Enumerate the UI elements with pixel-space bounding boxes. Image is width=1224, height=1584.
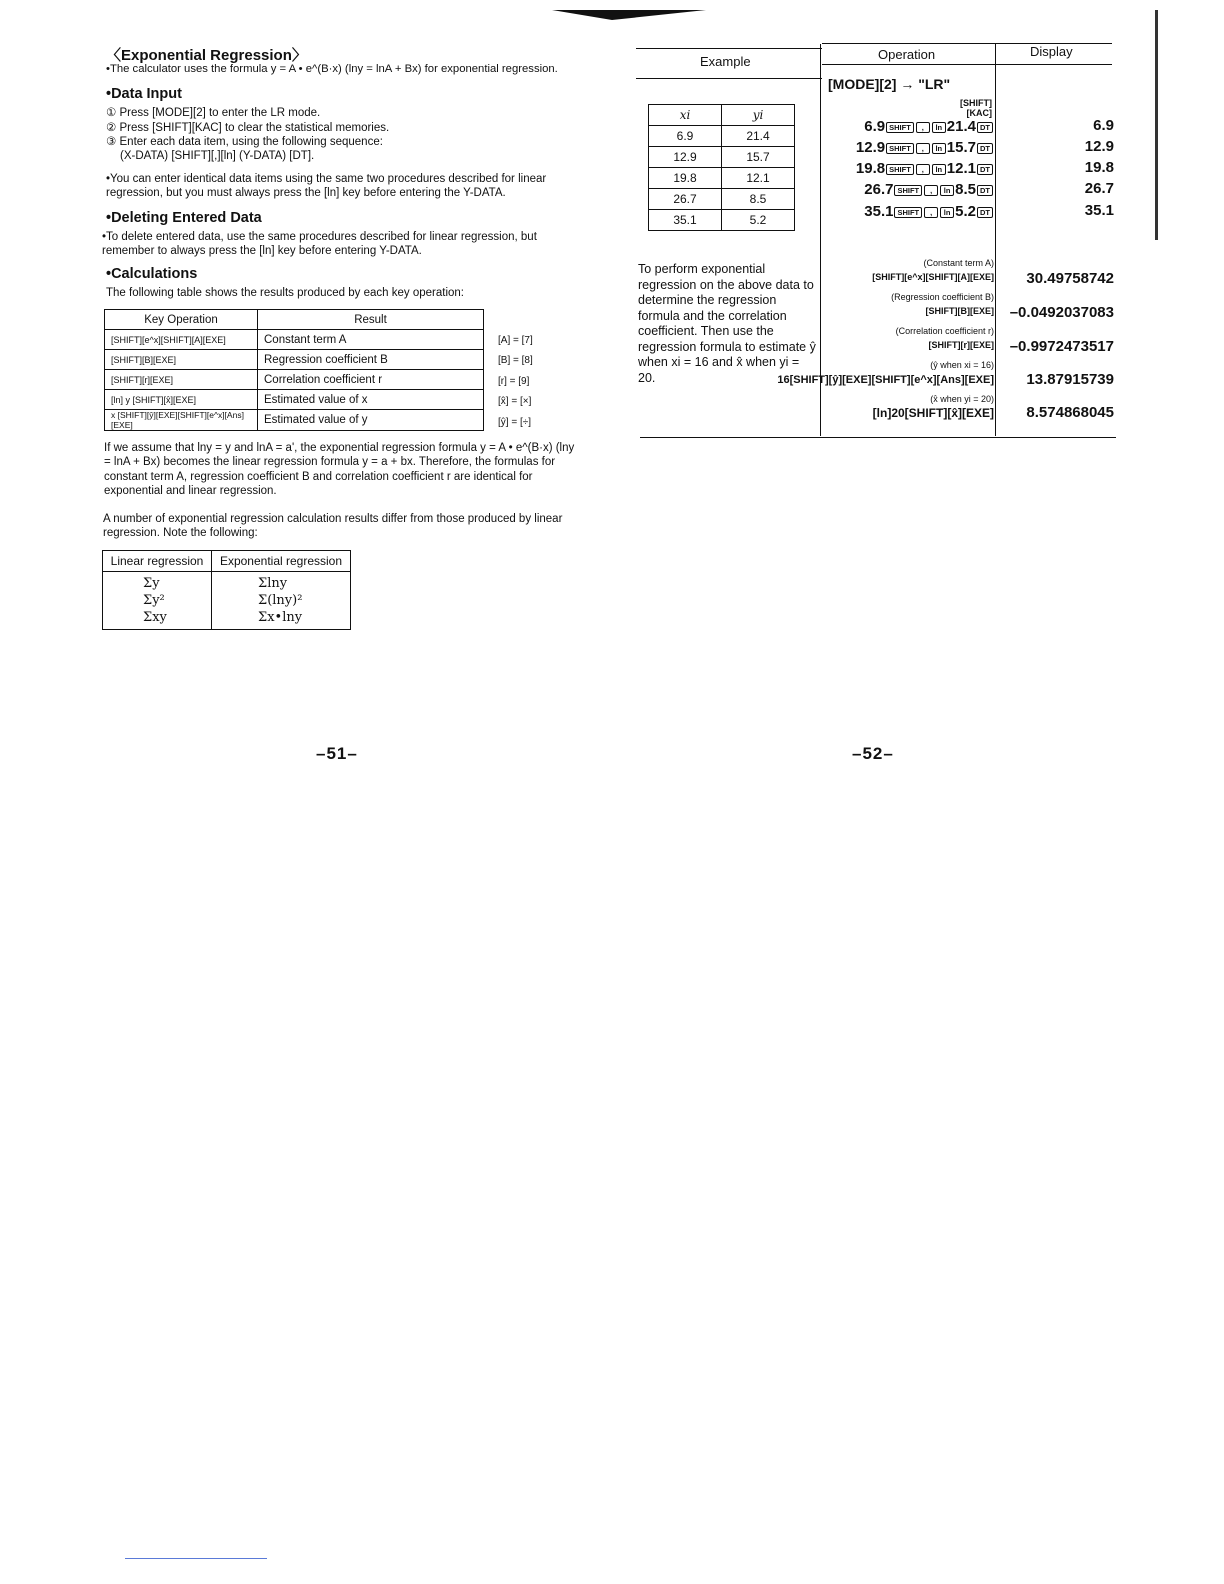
display-value: 35.1 [1084, 202, 1114, 219]
table-row [105, 330, 484, 350]
deleting-text: •To delete entered data, use the same procedures described for linear regression, but remember to always press the [ln] key before entering Y-DATA. [102, 231, 537, 257]
data-input-heading: •Data Input [106, 86, 182, 102]
entry-x: 35.1 [864, 203, 894, 220]
key-equivalents [498, 330, 558, 433]
step-3-number: ③ [106, 136, 117, 148]
col-operation: Operation [878, 47, 936, 62]
step-3 [106, 135, 576, 149]
col-xi: xi [649, 105, 722, 126]
key-sequence: [ln] y [SHIFT][x̂][EXE] [105, 390, 258, 410]
result-operations [777, 256, 994, 426]
entry-x: 26.7 [864, 181, 894, 198]
entry-y: 12.1 [946, 160, 976, 177]
scan-mark-arrow [552, 8, 706, 22]
col-yi: yi [722, 105, 795, 126]
list-item: Σlny [258, 576, 288, 591]
result-operation: 16[SHIFT][ŷ][EXE][SHIFT][e^x][Ans][EXE] [777, 374, 994, 386]
key-equivalent: [x̂] = [×] [498, 396, 532, 408]
entry-y: 5.2 [955, 203, 976, 220]
identical-data-note: •You can enter identical data items using the same two procedures described for linear regression, but you must always press the [ln] key before entering the Y-DATA. [106, 173, 547, 199]
table-row [649, 189, 795, 210]
binding-edge [1155, 10, 1158, 240]
table-row [105, 370, 484, 390]
section-title: 〈Exponential Regression〉 [106, 47, 307, 64]
mode-operation: [MODE][2] → "LR" [828, 76, 951, 92]
col-example: Example [700, 54, 751, 69]
result-text: Regression coefficient B [258, 350, 484, 370]
entry-operations [826, 118, 994, 228]
rule [636, 48, 822, 49]
key-equivalent: [B] = [8] [498, 355, 533, 367]
list-item: Σy² [143, 593, 165, 608]
table-row [649, 147, 795, 168]
table-row [105, 390, 484, 410]
entry-y: 15.7 [946, 139, 976, 156]
list-item: Σy [143, 576, 160, 591]
y-value: 12.1 [722, 168, 795, 189]
step-3-sequence: (X-DATA) [SHIFT][,][ln] (Y-DATA) [DT]. [120, 150, 315, 162]
y-value: 8.5 [722, 189, 795, 210]
key-operation-table [104, 309, 484, 431]
step-1-text: Press [MODE][2] to enter the LR mode. [119, 107, 321, 119]
key-equivalent: [r] = [9] [498, 375, 530, 387]
entry-operation: 26.7 SHIFT , ln 8.5 DT [864, 181, 994, 198]
list-item: Σxy [143, 610, 167, 625]
display-value: 8.574868045 [1026, 404, 1114, 421]
table-row [649, 126, 795, 147]
entry-x: 12.9 [855, 139, 886, 156]
key-sequence: [SHIFT][e^x][SHIFT][A][EXE] [105, 330, 258, 350]
assume-text: If we assume that lny = y and lnA = a', the exponential regression formula y = A • e^(B·x) (lny = lnA + Bx) becomes the linear regression formula y = a + bx. Therefore, the formulas for constant term A, regression coefficient B and correlation coefficient r are identical for exponential and linear regression. [104, 442, 575, 497]
result-operation: [SHIFT][e^x][SHIFT][A][EXE] [872, 272, 994, 282]
differ-text: A number of exponential regression calculation results differ from those produced by linear regression. Note the following: [103, 513, 563, 539]
display-value: 19.8 [1084, 159, 1114, 176]
display-value: –0.9972473517 [1009, 338, 1114, 355]
y-value: 5.2 [722, 210, 795, 231]
x-value: 19.8 [649, 168, 722, 189]
result-note: (Correlation coefficient r) [895, 326, 994, 336]
entry-x: 6.9 [864, 118, 886, 135]
key-equivalent: [ŷ] = [÷] [498, 416, 531, 428]
result-text: Estimated value of x [258, 390, 484, 410]
deleting-heading: •Deleting Entered Data [106, 210, 262, 226]
comparison-table [102, 550, 351, 630]
intro-text: •The calculator uses the formula y = A • e^(B·x) (lny = lnA + Bx) for exponential regression. [106, 63, 558, 75]
y-value: 15.7 [722, 147, 795, 168]
step-2-text: Press [SHIFT][KAC] to clear the statistical memories. [119, 122, 390, 134]
x-value: 26.7 [649, 189, 722, 210]
step-2-number: ② [106, 122, 117, 134]
entry-operation: 35.1 SHIFT , ln 5.2 DT [864, 203, 994, 220]
col-key-operation: Key Operation [105, 310, 258, 330]
example-data-table [648, 104, 795, 231]
result-text: Correlation coefficient r [258, 370, 484, 390]
table-row [649, 210, 795, 231]
y-value: 21.4 [722, 126, 795, 147]
entry-y: 8.5 [955, 181, 976, 198]
result-text: Constant term A [258, 330, 484, 350]
result-text: Estimated value of y [258, 410, 484, 431]
page-number-right: –52– [852, 744, 894, 763]
calculations-heading: •Calculations [106, 266, 198, 282]
result-note: (Regression coefficient B) [891, 292, 994, 302]
key-sequence: [SHIFT][B][EXE] [105, 350, 258, 370]
col-exponential: Exponential regression [212, 551, 351, 572]
list-item: Σx•lny [258, 610, 303, 625]
entry-y: 21.4 [946, 118, 976, 135]
display-value: 12.9 [1084, 138, 1114, 155]
x-value: 6.9 [649, 126, 722, 147]
entry-operation: 19.8 SHIFT , ln 12.1 DT [856, 160, 994, 177]
entry-operation: 12.9 SHIFT , ln 15.7 DT [856, 139, 994, 156]
table-row [105, 410, 484, 431]
rule [640, 437, 1116, 438]
step-3-text: Enter each data item, using the following sequence: [119, 136, 383, 148]
result-note: (ŷ when xi = 16) [930, 360, 994, 370]
display-value: 26.7 [1084, 180, 1114, 197]
table-row [103, 572, 351, 630]
key-sequence: [SHIFT][r][EXE] [105, 370, 258, 390]
display-value: 13.87915739 [1026, 371, 1114, 388]
col-display: Display [1030, 44, 1073, 59]
step-2 [106, 121, 576, 135]
list-item: Σ(lny)² [258, 593, 303, 608]
display-value: –0.0492037083 [1009, 304, 1114, 321]
entry-operation: 6.9 SHIFT , ln 21.4 DT [864, 118, 994, 135]
page-number-left: –51– [316, 744, 358, 763]
result-note: (x̂ when yi = 20) [930, 394, 994, 404]
entry-x: 19.8 [855, 160, 886, 177]
key-equivalent: [A] = [7] [498, 334, 533, 346]
result-operation: [SHIFT][r][EXE] [928, 340, 994, 350]
step-1-number: ① [106, 107, 117, 119]
table-row [105, 350, 484, 370]
exponential-sums [212, 572, 351, 630]
result-operation: [ln]20[SHIFT][x̂][EXE] [872, 406, 994, 420]
result-note: (Constant term A) [923, 258, 994, 268]
rule [636, 78, 822, 79]
step-1 [106, 106, 576, 120]
footer-rule [125, 1558, 267, 1559]
linear-sums [103, 572, 212, 630]
calculations-intro: The following table shows the results produced by each key operation: [106, 287, 464, 299]
col-linear: Linear regression [103, 551, 212, 572]
result-operation: [SHIFT][B][EXE] [925, 306, 994, 316]
display-value: 30.49758742 [1026, 270, 1114, 287]
x-value: 35.1 [649, 210, 722, 231]
col-result: Result [258, 310, 484, 330]
table-row [649, 168, 795, 189]
x-value: 12.9 [649, 147, 722, 168]
display-value: 6.9 [1093, 117, 1114, 134]
key-sequence: x [SHIFT][ŷ][EXE][SHIFT][e^x][Ans][EXE] [105, 410, 258, 431]
example-paragraph: To perform exponential regression on the above data to determine the regression formula and the correlation coefficient. Then use the regression formula to estimate ŷ when xi = 16 and x̂ when yi = 20. [638, 262, 816, 385]
clear-operation: [SHIFT][KAC] [960, 98, 992, 118]
rule [822, 64, 1112, 65]
